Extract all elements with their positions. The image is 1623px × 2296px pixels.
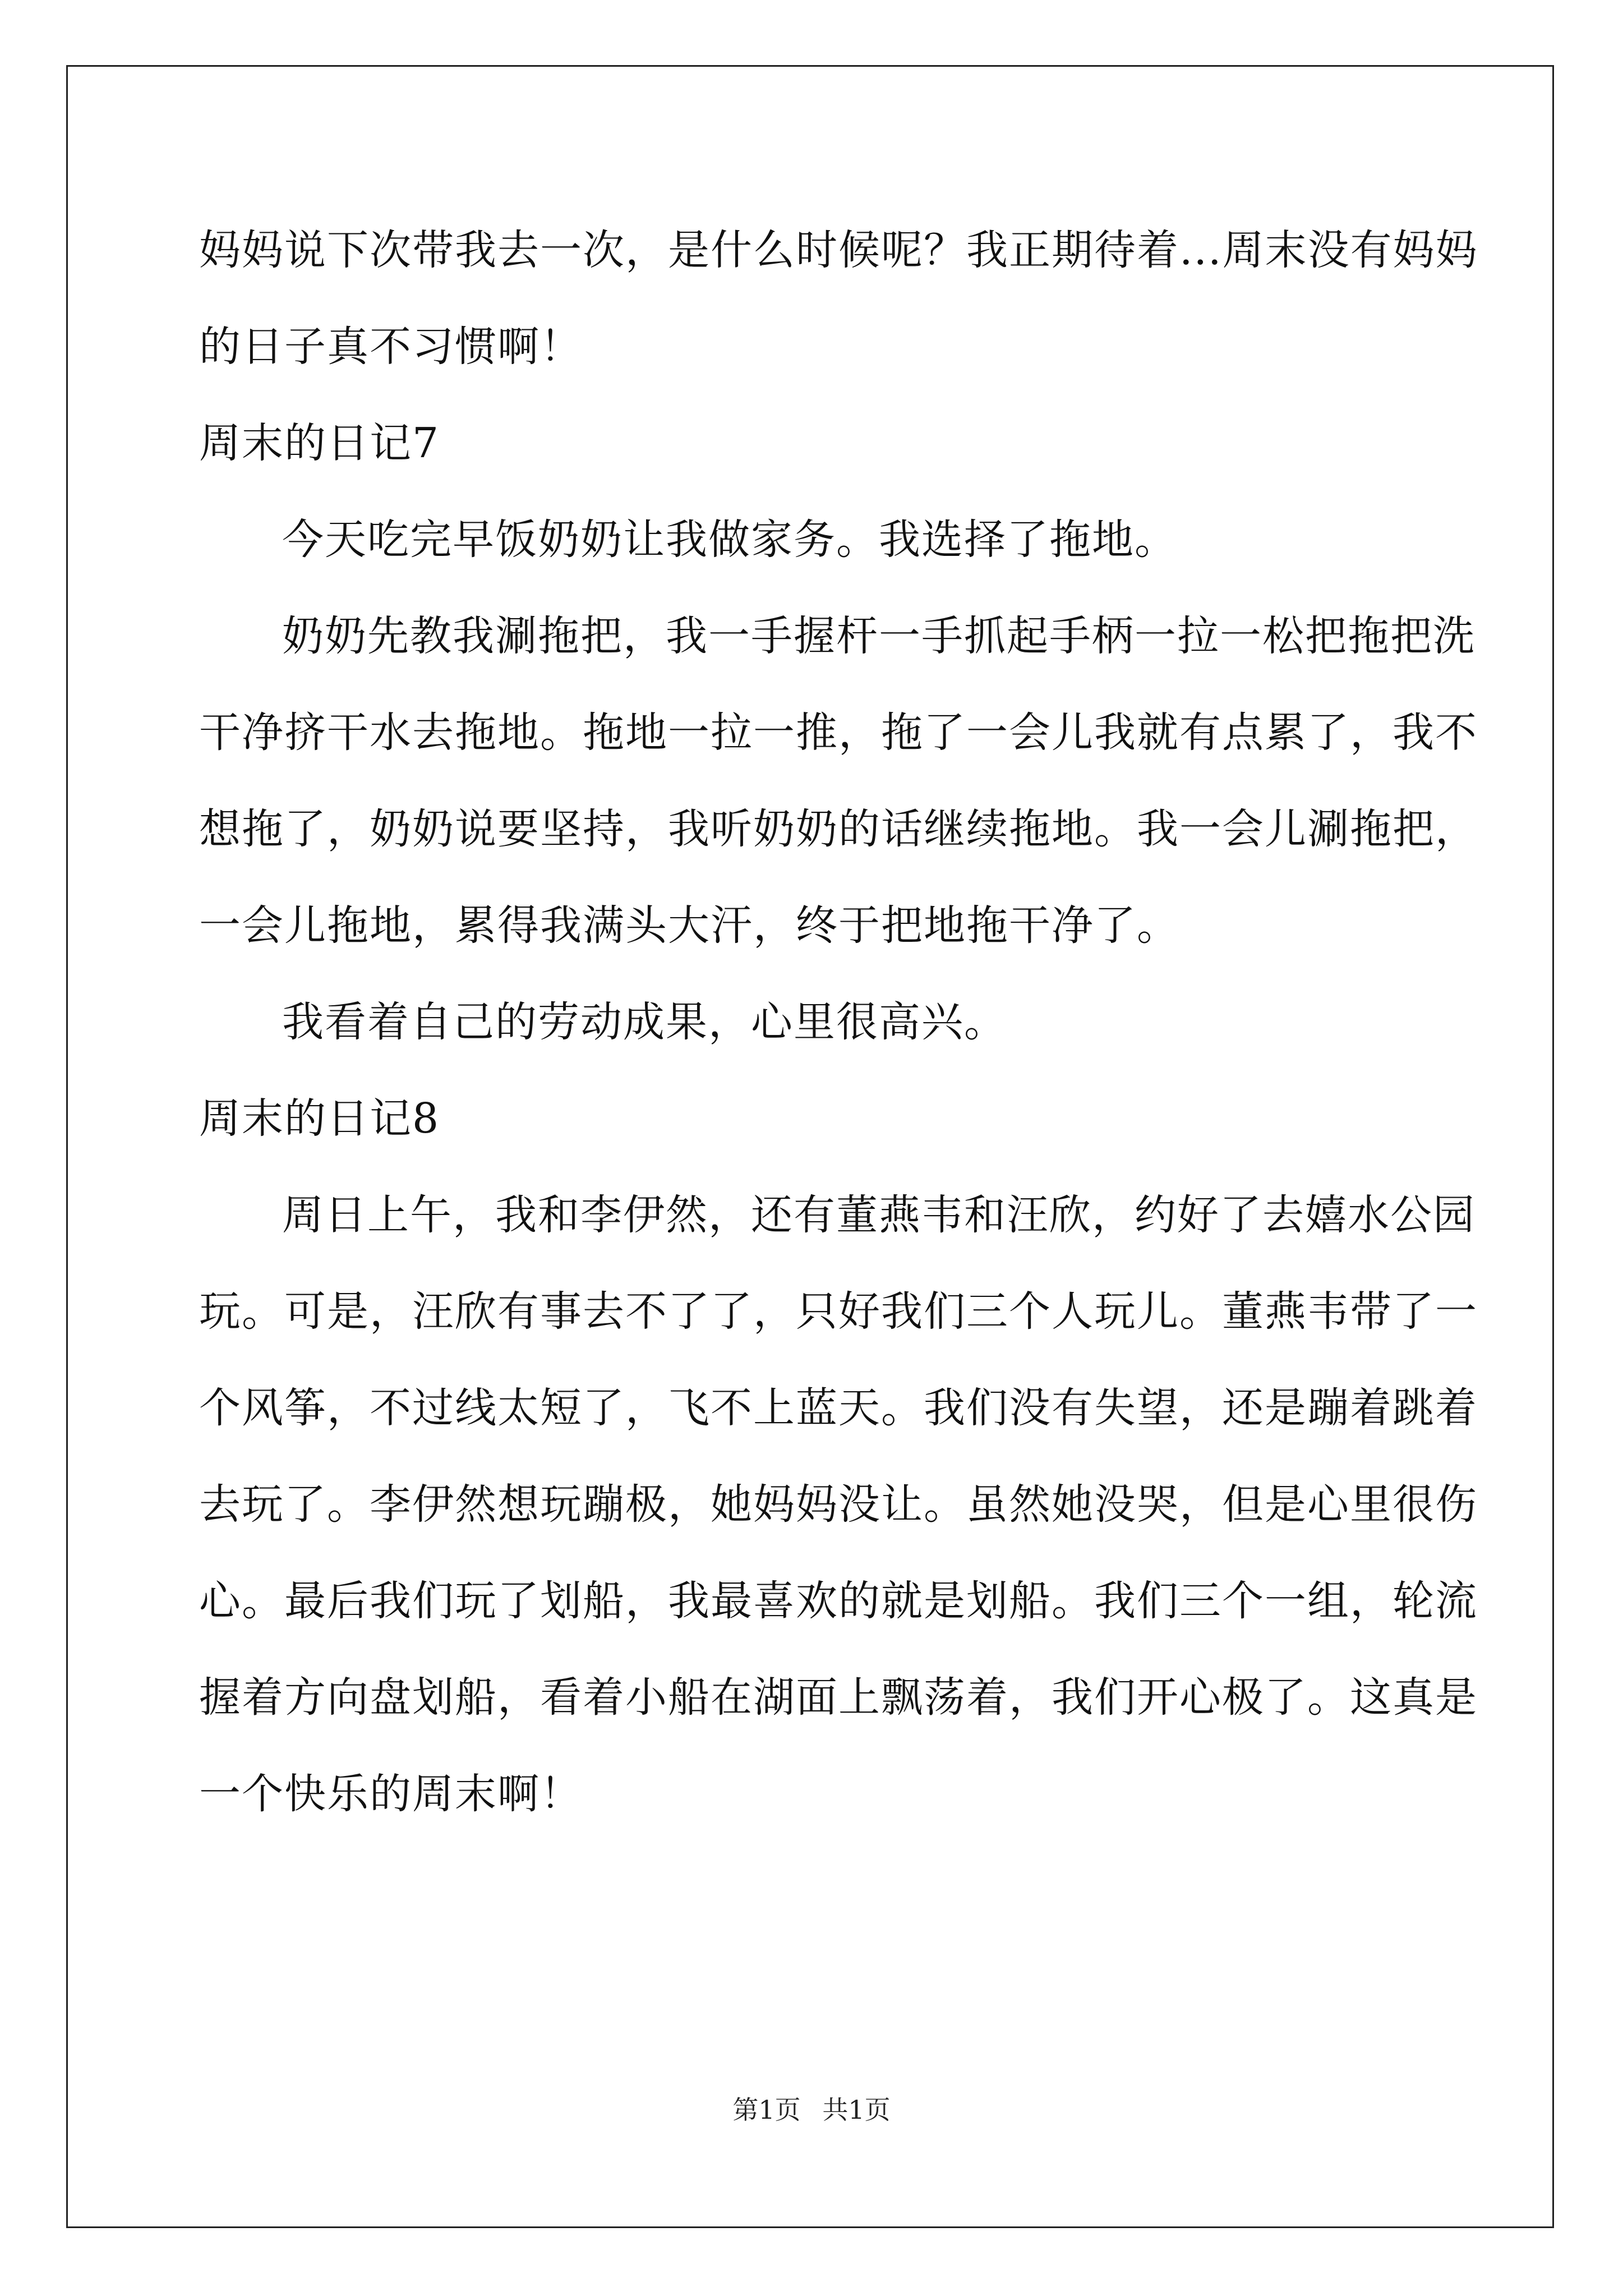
paragraph-line: 的日子真不习惯啊！ <box>199 323 583 371</box>
page-number: 第1页 <box>732 2095 801 2125</box>
paragraph-line: 一个快乐的周末啊！ <box>199 1770 583 1818</box>
page-total: 共1页 <box>822 2095 891 2125</box>
paragraph-line: 周日上午，我和李伊然，还有董燕韦和汪欣，约好了去嬉水公园 <box>282 1191 1476 1239</box>
paragraph-line: 握着方向盘划船，看着小船在湖面上飘荡着，我们开心极了。这真是 <box>199 1673 1478 1722</box>
paragraph-line: 想拖了，奶奶说要坚持，我听奶奶的话继续拖地。我一会儿涮拖把， <box>199 805 1478 853</box>
paragraph-line: 一会儿拖地，累得我满头大汗，终于把地拖干净了。 <box>199 901 1179 950</box>
paragraph-line: 干净挤干水去拖地。拖地一拉一推，拖了一会儿我就有点累了，我不 <box>199 708 1478 757</box>
paragraph-line: 个风筝，不过线太短了，飞不上蓝天。我们没有失望，还是蹦着跳着 <box>199 1384 1478 1432</box>
paragraph-line: 我看着自己的劳动成果，心里很高兴。 <box>282 998 1007 1046</box>
page-footer <box>0 2090 1623 2127</box>
paragraph-line: 今天吃完早饭奶奶让我做家务。我选择了拖地。 <box>282 516 1177 564</box>
paragraph-line: 心。最后我们玩了划船，我最喜欢的就是划船。我们三个一组，轮流 <box>199 1577 1478 1625</box>
document-body <box>199 202 1478 1842</box>
paragraph-line: 奶奶先教我涮拖把，我一手握杆一手抓起手柄一拉一松把拖把洗 <box>282 612 1476 660</box>
paragraph-line: 妈妈说下次带我去一次，是什么时候呢？我正期待着...周末没有妈妈 <box>199 226 1478 274</box>
paragraph-line: 玩。可是，汪欣有事去不了了，只好我们三个人玩儿。董燕韦带了一 <box>199 1287 1478 1336</box>
paragraph-line: 去玩了。李伊然想玩蹦极，她妈妈没让。虽然她没哭，但是心里很伤 <box>199 1480 1478 1529</box>
section-heading: 周末的日记7 <box>199 419 440 467</box>
section-heading: 周末的日记8 <box>199 1094 440 1143</box>
